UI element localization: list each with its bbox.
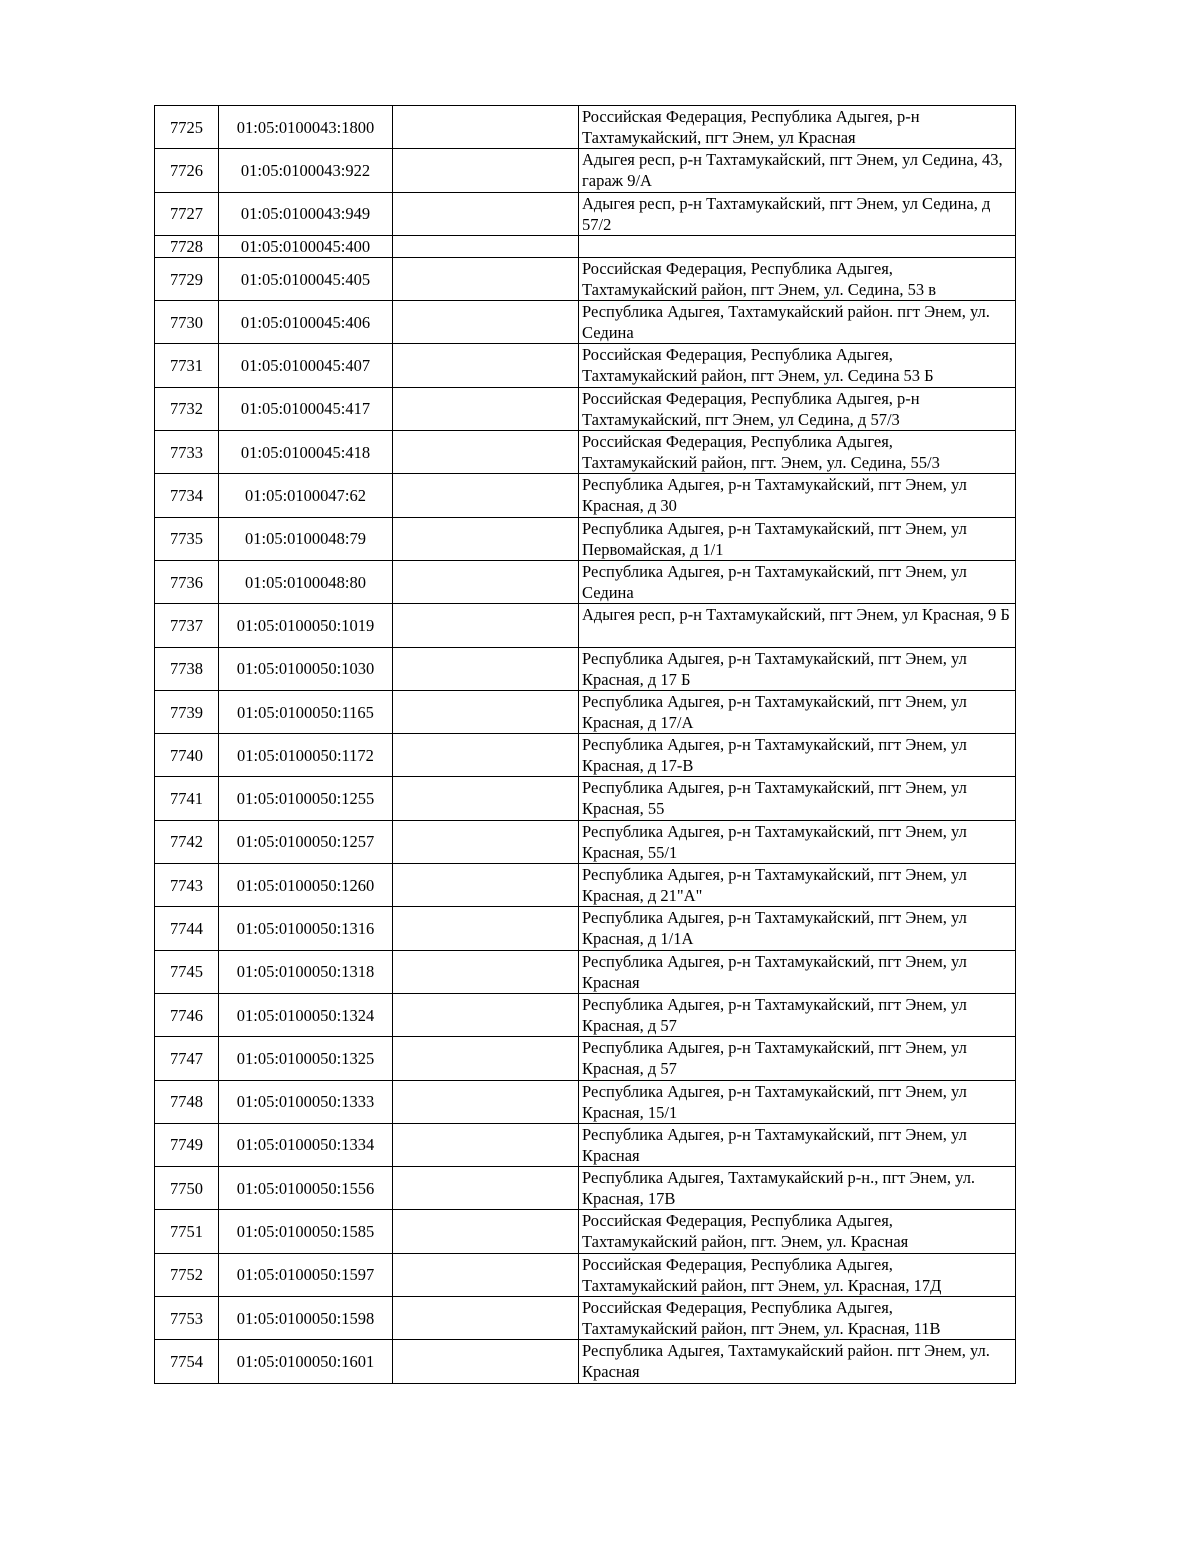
cadastral-number-cell: 01:05:0100045:418: [219, 431, 393, 474]
row-number-cell: 7743: [155, 864, 219, 907]
empty-cell: [393, 235, 579, 257]
empty-cell: [393, 1340, 579, 1383]
address-cell: Адыгея респ, р-н Тахтамукайский, пгт Энем, ул Красная, 9 Б: [579, 604, 1016, 647]
address-cell: Республика Адыгея, р-н Тахтамукайский, пгт Энем, ул Красная, д 17 Б: [579, 647, 1016, 690]
table-row: [155, 1123, 1016, 1166]
row-number-cell: 7744: [155, 907, 219, 950]
row-number-cell: 7753: [155, 1297, 219, 1340]
cadastral-number-cell: 01:05:0100050:1260: [219, 864, 393, 907]
cadastral-number-cell: 01:05:0100050:1255: [219, 777, 393, 820]
address-cell: Республика Адыгея, р-н Тахтамукайский, пгт Энем, ул Красная, д 1/1А: [579, 907, 1016, 950]
document-page: [154, 105, 1015, 1384]
table-row: [155, 864, 1016, 907]
cadastral-number-cell: 01:05:0100050:1318: [219, 950, 393, 993]
address-cell: Республика Адыгея, р-н Тахтамукайский, пгт Энем, ул Красная, д 57: [579, 993, 1016, 1036]
empty-cell: [393, 431, 579, 474]
table-row: [155, 344, 1016, 387]
empty-cell: [393, 950, 579, 993]
empty-cell: [393, 192, 579, 235]
cadastral-number-cell: 01:05:0100045:400: [219, 235, 393, 257]
row-number-cell: 7735: [155, 517, 219, 560]
empty-cell: [393, 777, 579, 820]
address-cell: Республика Адыгея, р-н Тахтамукайский, пгт Энем, ул Красная, д 17/А: [579, 690, 1016, 733]
table-row: [155, 192, 1016, 235]
table-row: [155, 149, 1016, 192]
address-cell: Республика Адыгея, р-н Тахтамукайский, пгт Энем, ул Красная, 55/1: [579, 820, 1016, 863]
row-number-cell: 7747: [155, 1037, 219, 1080]
cadastral-number-cell: 01:05:0100050:1334: [219, 1123, 393, 1166]
cadastral-number-cell: 01:05:0100050:1165: [219, 690, 393, 733]
table-body: [155, 106, 1016, 1384]
empty-cell: [393, 106, 579, 149]
row-number-cell: 7742: [155, 820, 219, 863]
row-number-cell: 7727: [155, 192, 219, 235]
cadastral-number-cell: 01:05:0100050:1601: [219, 1340, 393, 1383]
address-cell: Республика Адыгея, р-н Тахтамукайский, пгт Энем, ул Красная: [579, 950, 1016, 993]
address-cell: Российская Федерация, Республика Адыгея, Тахтамукайский район, пгт. Энем, ул. Седина, 55/3: [579, 431, 1016, 474]
empty-cell: [393, 387, 579, 430]
empty-cell: [393, 907, 579, 950]
table-row: [155, 734, 1016, 777]
table-row: [155, 1297, 1016, 1340]
row-number-cell: 7739: [155, 690, 219, 733]
table-row: [155, 1253, 1016, 1296]
empty-cell: [393, 1037, 579, 1080]
cadastral-number-cell: 01:05:0100050:1257: [219, 820, 393, 863]
row-number-cell: 7751: [155, 1210, 219, 1253]
table-row: [155, 560, 1016, 603]
address-cell: Республика Адыгея, р-н Тахтамукайский, пгт Энем, ул Красная, 15/1: [579, 1080, 1016, 1123]
address-cell: Республика Адыгея, р-н Тахтамукайский, пгт Энем, ул Красная: [579, 1123, 1016, 1166]
address-cell: Российская Федерация, Республика Адыгея, Тахтамукайский район, пгт Энем, ул. Седина 53 Б: [579, 344, 1016, 387]
cadastral-number-cell: 01:05:0100047:62: [219, 474, 393, 517]
table-row: [155, 235, 1016, 257]
address-cell: Республика Адыгея, Тахтамукайский р-н., пгт Энем, ул. Красная, 17В: [579, 1167, 1016, 1210]
empty-cell: [393, 690, 579, 733]
table-row: [155, 604, 1016, 647]
empty-cell: [393, 993, 579, 1036]
cadastral-number-cell: 01:05:0100043:1800: [219, 106, 393, 149]
cadastral-number-cell: 01:05:0100045:417: [219, 387, 393, 430]
empty-cell: [393, 820, 579, 863]
row-number-cell: 7726: [155, 149, 219, 192]
empty-cell: [393, 149, 579, 192]
row-number-cell: 7748: [155, 1080, 219, 1123]
row-number-cell: 7741: [155, 777, 219, 820]
row-number-cell: 7738: [155, 647, 219, 690]
table-row: [155, 690, 1016, 733]
table-row: [155, 950, 1016, 993]
row-number-cell: 7740: [155, 734, 219, 777]
row-number-cell: 7730: [155, 301, 219, 344]
empty-cell: [393, 1167, 579, 1210]
cadastral-number-cell: 01:05:0100045:407: [219, 344, 393, 387]
empty-cell: [393, 517, 579, 560]
row-number-cell: 7731: [155, 344, 219, 387]
table-row: [155, 993, 1016, 1036]
cadastral-number-cell: 01:05:0100050:1030: [219, 647, 393, 690]
row-number-cell: 7728: [155, 235, 219, 257]
table-row: [155, 1340, 1016, 1383]
row-number-cell: 7746: [155, 993, 219, 1036]
address-cell: Республика Адыгея, р-н Тахтамукайский, пгт Энем, ул Красная, 55: [579, 777, 1016, 820]
cadastral-number-cell: 01:05:0100045:406: [219, 301, 393, 344]
empty-cell: [393, 1080, 579, 1123]
address-cell: Республика Адыгея, р-н Тахтамукайский, пгт Энем, ул Седина: [579, 560, 1016, 603]
empty-cell: [393, 344, 579, 387]
empty-cell: [393, 647, 579, 690]
table-row: [155, 474, 1016, 517]
row-number-cell: 7725: [155, 106, 219, 149]
cadastral-number-cell: 01:05:0100043:949: [219, 192, 393, 235]
row-number-cell: 7736: [155, 560, 219, 603]
table-row: [155, 387, 1016, 430]
table-row: [155, 431, 1016, 474]
cadastral-number-cell: 01:05:0100050:1585: [219, 1210, 393, 1253]
cadastral-number-cell: 01:05:0100045:405: [219, 257, 393, 300]
row-number-cell: 7750: [155, 1167, 219, 1210]
empty-cell: [393, 604, 579, 647]
cadastral-number-cell: 01:05:0100050:1019: [219, 604, 393, 647]
empty-cell: [393, 474, 579, 517]
table-row: [155, 777, 1016, 820]
address-cell: Российская Федерация, Республика Адыгея, Тахтамукайский район, пгт Энем, ул. Красная, 17Д: [579, 1253, 1016, 1296]
table-row: [155, 1167, 1016, 1210]
table-row: [155, 647, 1016, 690]
address-cell: Республика Адыгея, р-н Тахтамукайский, пгт Энем, ул Красная, д 17-В: [579, 734, 1016, 777]
cadastral-number-cell: 01:05:0100048:79: [219, 517, 393, 560]
table-row: [155, 301, 1016, 344]
table-row: [155, 517, 1016, 560]
row-number-cell: 7752: [155, 1253, 219, 1296]
address-cell: Республика Адыгея, р-н Тахтамукайский, пгт Энем, ул Первомайская, д 1/1: [579, 517, 1016, 560]
empty-cell: [393, 1253, 579, 1296]
address-cell: Республика Адыгея, р-н Тахтамукайский, пгт Энем, ул Красная, д 21"А": [579, 864, 1016, 907]
table-row: [155, 907, 1016, 950]
property-registry-table: [154, 105, 1016, 1384]
cadastral-number-cell: 01:05:0100050:1324: [219, 993, 393, 1036]
address-cell: Российская Федерация, Республика Адыгея, Тахтамукайский район, пгт Энем, ул. Седина, 53 в: [579, 257, 1016, 300]
table-row: [155, 257, 1016, 300]
address-cell: Российская Федерация, Республика Адыгея, Тахтамукайский район, пгт Энем, ул. Красная, 11В: [579, 1297, 1016, 1340]
empty-cell: [393, 864, 579, 907]
address-cell: Адыгея респ, р-н Тахтамукайский, пгт Энем, ул Седина, д 57/2: [579, 192, 1016, 235]
table-row: [155, 820, 1016, 863]
table-row: [155, 1080, 1016, 1123]
empty-cell: [393, 560, 579, 603]
empty-cell: [393, 257, 579, 300]
address-cell: Российская Федерация, Республика Адыгея, Тахтамукайский район, пгт. Энем, ул. Красная: [579, 1210, 1016, 1253]
cadastral-number-cell: 01:05:0100043:922: [219, 149, 393, 192]
address-cell: Республика Адыгея, р-н Тахтамукайский, пгт Энем, ул Красная, д 30: [579, 474, 1016, 517]
row-number-cell: 7745: [155, 950, 219, 993]
cadastral-number-cell: 01:05:0100048:80: [219, 560, 393, 603]
cadastral-number-cell: 01:05:0100050:1316: [219, 907, 393, 950]
row-number-cell: 7732: [155, 387, 219, 430]
table-row: [155, 1037, 1016, 1080]
table-row: [155, 1210, 1016, 1253]
row-number-cell: 7737: [155, 604, 219, 647]
cadastral-number-cell: 01:05:0100050:1172: [219, 734, 393, 777]
row-number-cell: 7733: [155, 431, 219, 474]
cadastral-number-cell: 01:05:0100050:1556: [219, 1167, 393, 1210]
cadastral-number-cell: 01:05:0100050:1333: [219, 1080, 393, 1123]
address-cell: Республика Адыгея, р-н Тахтамукайский, пгт Энем, ул Красная, д 57: [579, 1037, 1016, 1080]
empty-cell: [393, 1210, 579, 1253]
row-number-cell: 7729: [155, 257, 219, 300]
row-number-cell: 7749: [155, 1123, 219, 1166]
row-number-cell: 7734: [155, 474, 219, 517]
address-cell: Адыгея респ, р-н Тахтамукайский, пгт Энем, ул Седина, 43, гараж 9/А: [579, 149, 1016, 192]
address-cell: Российская Федерация, Республика Адыгея, р-н Тахтамукайский, пгт Энем, ул Седина, д 57/3: [579, 387, 1016, 430]
address-cell: Республика Адыгея, Тахтамукайский район. пгт Энем, ул. Седина: [579, 301, 1016, 344]
empty-cell: [393, 1123, 579, 1166]
empty-cell: [393, 734, 579, 777]
cadastral-number-cell: 01:05:0100050:1325: [219, 1037, 393, 1080]
address-cell: [579, 235, 1016, 257]
cadastral-number-cell: 01:05:0100050:1597: [219, 1253, 393, 1296]
row-number-cell: 7754: [155, 1340, 219, 1383]
empty-cell: [393, 1297, 579, 1340]
address-cell: Республика Адыгея, Тахтамукайский район. пгт Энем, ул. Красная: [579, 1340, 1016, 1383]
address-cell: Российская Федерация, Республика Адыгея, р-н Тахтамукайский, пгт Энем, ул Красная: [579, 106, 1016, 149]
table-row: [155, 106, 1016, 149]
empty-cell: [393, 301, 579, 344]
cadastral-number-cell: 01:05:0100050:1598: [219, 1297, 393, 1340]
